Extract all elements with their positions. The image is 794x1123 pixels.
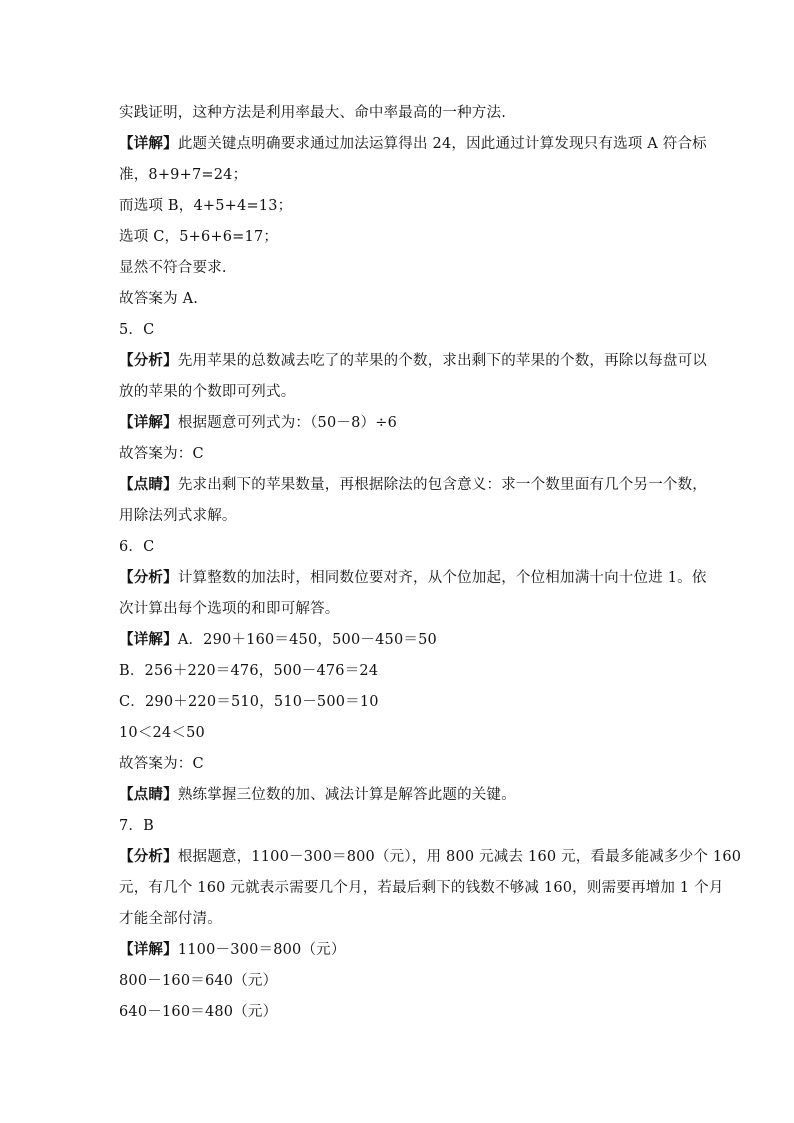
text-line	[119, 160, 679, 191]
text-line	[119, 470, 708, 501]
text-line	[119, 997, 679, 1028]
text-line	[119, 811, 679, 842]
line-text: 先求出剩下的苹果数量，再根据除法的包含意义：求一个数里面有几个另一个数，	[177, 477, 708, 493]
section-tag: 【点睛】	[119, 477, 178, 493]
text-line	[119, 966, 679, 997]
line-text: 此题关键点明确要求通过加法运算得出 24，因此通过计算发现只有选项 A 符合标	[177, 136, 707, 152]
text-line	[119, 873, 724, 904]
text-line	[119, 563, 707, 594]
text-line	[119, 315, 679, 346]
line-text: 1100－300＝800（元）	[177, 942, 346, 958]
text-line	[119, 749, 679, 780]
text-line	[119, 532, 679, 563]
line-text: 7．B	[119, 818, 154, 834]
section-tag: 【详解】	[119, 415, 178, 431]
line-text: 640－160＝480（元）	[119, 1004, 278, 1020]
line-text: 5．C	[119, 322, 155, 338]
section-tag: 【分析】	[119, 353, 178, 369]
line-text: 用除法列式求解。	[119, 508, 237, 524]
text-line	[119, 904, 679, 935]
text-line	[119, 501, 679, 532]
text-line	[119, 687, 679, 718]
text-line	[119, 98, 679, 129]
line-text: 6．C	[119, 539, 155, 555]
section-tag: 【详解】	[119, 136, 178, 152]
text-line	[119, 377, 679, 408]
text-line	[119, 346, 708, 377]
line-text: 选项 C，5+6+6=17；	[119, 229, 279, 245]
text-line	[119, 656, 679, 687]
line-text: 放的苹果的个数即可列式。	[119, 384, 296, 400]
line-text: 而选项 B，4+5+4=13；	[119, 198, 293, 214]
line-text: 根据题意，1100－300＝800（元），用 800 元减去 160 元，看最多能减多少个 160	[177, 849, 742, 865]
line-text: 熟练掌握三位数的加、减法计算是解答此题的关键。	[177, 787, 516, 803]
text-line	[119, 718, 679, 749]
line-text: C．290＋220＝510，510－500＝10	[119, 694, 379, 710]
line-text: 显然不符合要求.	[119, 260, 227, 276]
line-text: 先用苹果的总数减去吃了的苹果的个数，求出剩下的苹果的个数，再除以每盘可以	[177, 353, 708, 369]
document-body	[119, 98, 742, 1028]
line-text: 10＜24＜50	[119, 725, 205, 741]
text-line	[119, 129, 707, 160]
text-line	[119, 935, 679, 966]
line-text: 准，8+9+7=24；	[119, 167, 248, 183]
text-line	[119, 594, 679, 625]
section-tag: 【分析】	[119, 570, 178, 586]
section-tag: 【点睛】	[119, 787, 178, 803]
text-line	[119, 780, 679, 811]
text-line	[119, 222, 679, 253]
line-text: 故答案为：C	[119, 756, 204, 772]
line-text: 次计算出每个选项的和即可解答。	[119, 601, 340, 617]
line-text: 根据题意可列式为：（50－8）÷6	[177, 415, 398, 431]
line-text: 800－160＝640（元）	[119, 973, 278, 989]
line-text: B．256＋220＝476，500－476＝24	[119, 663, 379, 679]
line-text: 故答案为 A.	[119, 291, 199, 307]
text-line	[119, 842, 742, 873]
line-text: 元，有几个 160 元就表示需要几个月，若最后剩下的钱数不够减 160，则需要再增加 1 个月	[119, 880, 724, 896]
section-tag: 【分析】	[119, 849, 178, 865]
line-text: 才能全部付清。	[119, 911, 222, 927]
section-tag: 【详解】	[119, 942, 178, 958]
text-line	[119, 408, 679, 439]
line-text: A．290＋160＝450，500－450＝50	[177, 632, 437, 648]
text-line	[119, 253, 679, 284]
text-line	[119, 439, 679, 470]
line-text: 实践证明，这种方法是利用率最大、命中率最高的一种方法.	[119, 105, 507, 121]
text-line	[119, 191, 679, 222]
line-text: 故答案为：C	[119, 446, 204, 462]
text-line	[119, 625, 679, 656]
section-tag: 【详解】	[119, 632, 178, 648]
line-text: 计算整数的加法时，相同数位要对齐，从个位加起，个位相加满十向十位进 1。依	[177, 570, 707, 586]
text-line	[119, 284, 679, 315]
